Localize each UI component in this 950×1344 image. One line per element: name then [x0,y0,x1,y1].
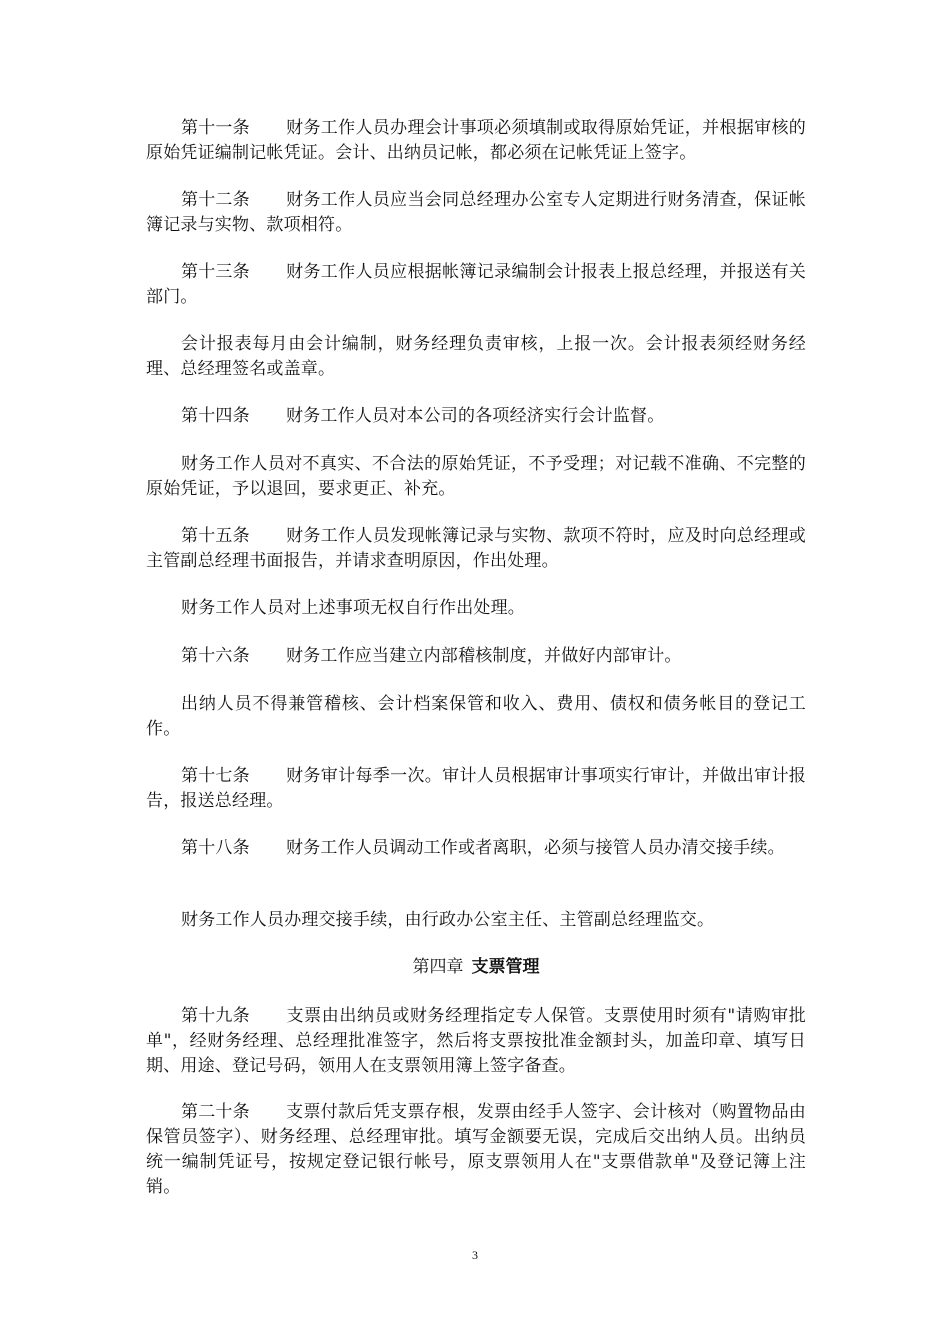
paragraph-cashier-restrictions [146,692,806,742]
paragraph-text: 财务工作人员应当会同总经理办公室专人定期进行财务清查，保证帐簿记录与实物、款项相符。 [146,190,806,235]
article-number: 第十九条 [181,1006,250,1026]
paragraph-article-16 [146,644,806,669]
chapter-heading [146,955,806,980]
paragraph-text: 财务工作人员应根据帐簿记录编制会计报表上报总经理，并报送有关部门。 [146,262,806,307]
paragraph-text: 财务工作人员办理交接手续，由行政办公室主任、主管副总经理监交。 [181,910,715,930]
article-number: 第十五条 [181,526,250,546]
chapter-number: 第四章 [412,957,464,977]
paragraph-text: 财务工作人员对本公司的各项经济实行会计监督。 [286,406,665,426]
article-number: 第十六条 [181,646,250,666]
page-number: 3 [472,1248,478,1262]
paragraph-article-14 [146,404,806,429]
paragraph-article-12 [146,188,806,238]
paragraph-text: 财务工作人员发现帐簿记录与实物、款项不符时，应及时向总经理或主管副总经理书面报告，并请求查明原因，作出处理。 [146,526,806,571]
article-number: 第十四条 [181,406,250,426]
article-number: 第二十条 [181,1102,250,1122]
paragraph-article-18 [146,836,806,861]
article-number: 第十八条 [181,838,250,858]
paragraph-article-19 [146,1004,806,1079]
paragraph-text: 支票付款后凭支票存根，发票由经手人签字、会计核对（购置物品由保管员签字）、财务经理、总经理审批。填写金额要无误，完成后交出纳人员。出纳员统一编制凭证号，按规定登记银行帐号，原支票领用人在"支票借款单"及登记簿上注销。 [146,1102,806,1197]
paragraph-article-17 [146,764,806,814]
paragraph-report-review [146,332,806,382]
paragraph-handover-supervision [146,908,806,933]
paragraph-article-15 [146,524,806,574]
paragraph-text: 支票由出纳员或财务经理指定专人保管。支票使用时须有"请购审批单"，经财务经理、总经理批准签字，然后将支票按批准金额封头，加盖印章、填写日期、用途、登记号码，领用人在支票领用簿上签字备查。 [146,1006,806,1076]
paragraph-text: 会计报表每月由会计编制，财务经理负责审核，上报一次。会计报表须经财务经理、总经理签名或盖章。 [146,334,806,379]
paragraph-text: 财务工作人员对不真实、不合法的原始凭证，不予受理；对记载不准确、不完整的原始凭证，予以退回，要求更正、补充。 [146,454,806,499]
article-number: 第十七条 [181,766,250,786]
paragraph-text: 出纳人员不得兼管稽核、会计档案保管和收入、费用、债权和债务帐目的登记工作。 [146,694,806,739]
article-number: 第十一条 [181,118,250,138]
paragraph-text: 财务审计每季一次。审计人员根据审计事项实行审计，并做出审计报告，报送总经理。 [146,766,806,811]
paragraph-article-11 [146,116,806,166]
paragraph-text: 财务工作人员调动工作或者离职，必须与接管人员办清交接手续。 [286,838,785,858]
article-number: 第十二条 [181,190,250,210]
paragraph-article-20 [146,1100,806,1200]
paragraph-text: 财务工作人员办理会计事项必须填制或取得原始凭证，并根据审核的原始凭证编制记帐凭证。会计、出纳员记帐，都必须在记帐凭证上签字。 [146,118,806,163]
paragraph-invalid-vouchers [146,452,806,502]
paragraph-no-self-handling [146,596,806,621]
paragraph-article-13 [146,260,806,310]
article-number: 第十三条 [181,262,250,282]
chapter-title: 支票管理 [471,957,540,977]
paragraph-text: 财务工作应当建立内部稽核制度，并做好内部审计。 [286,646,682,666]
paragraph-text: 财务工作人员对上述事项无权自行作出处理。 [181,598,525,618]
